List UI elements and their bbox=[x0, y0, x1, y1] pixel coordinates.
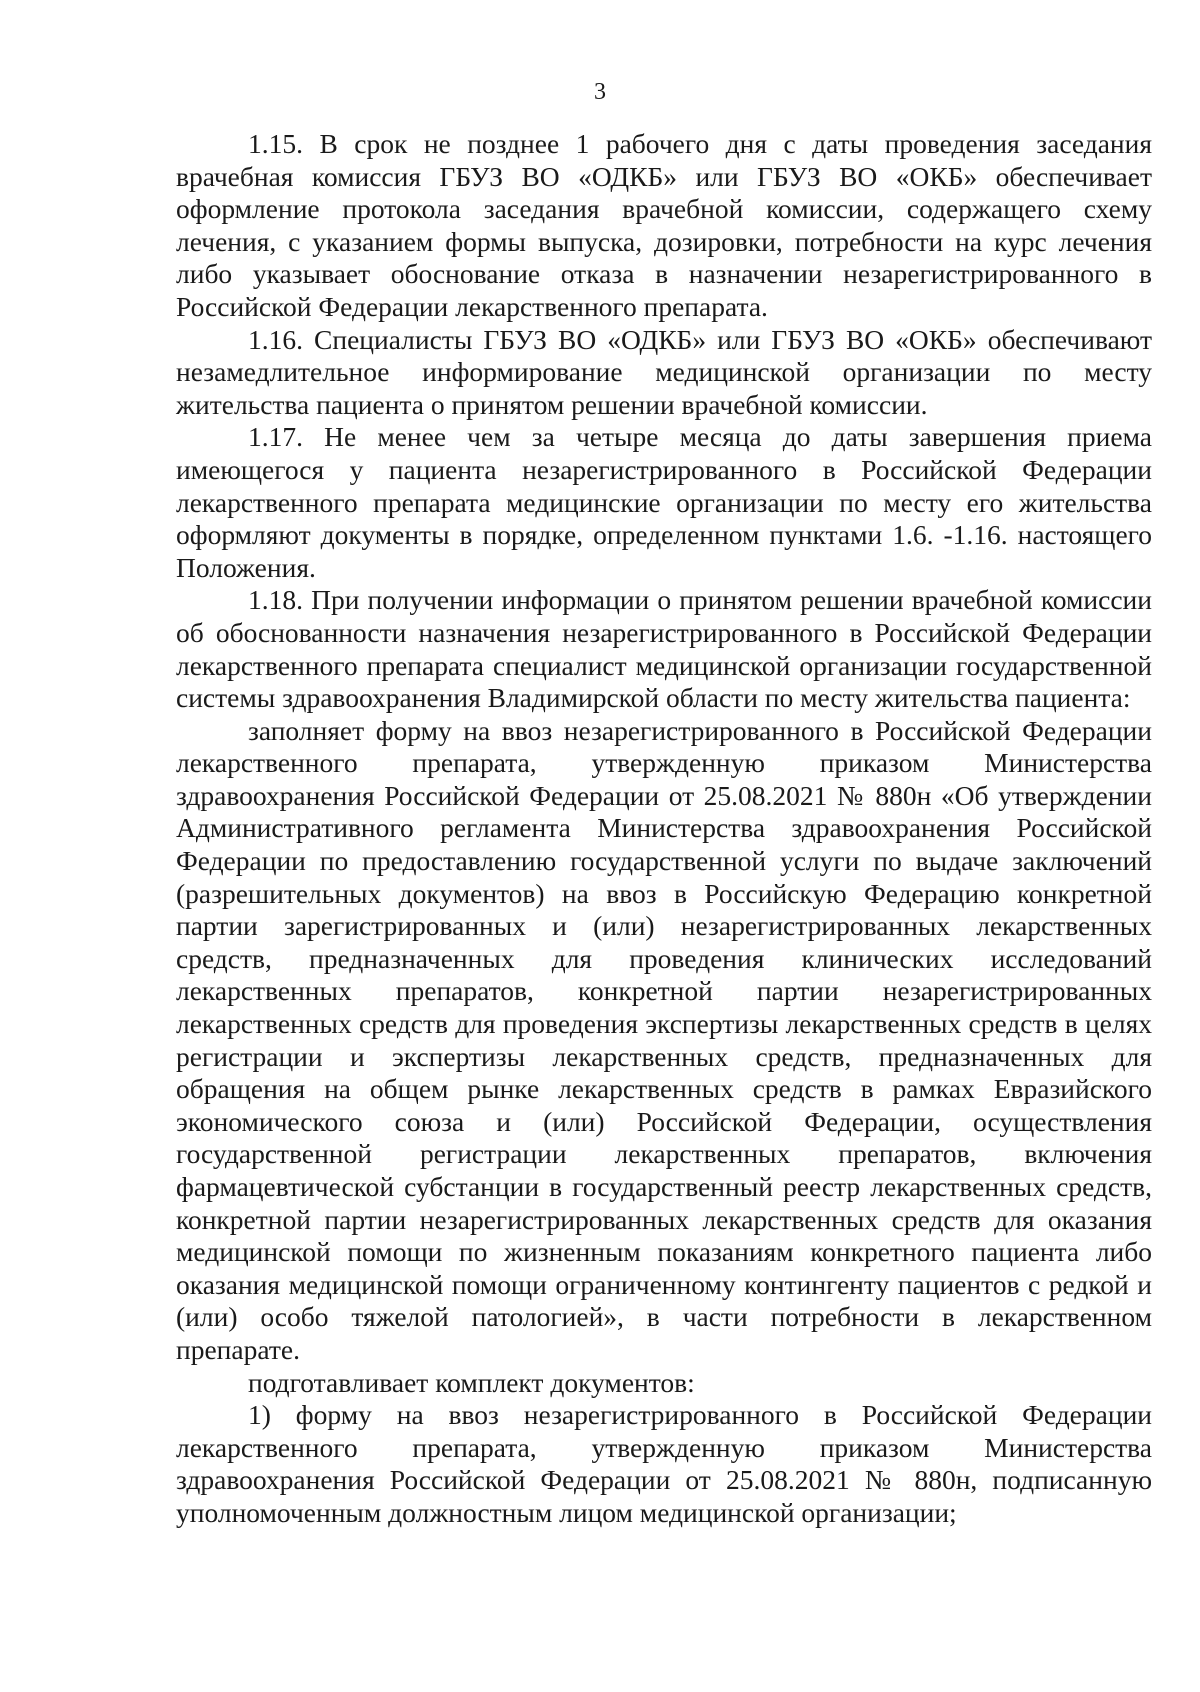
paragraph-1-17: 1.17. Не менее чем за четыре месяца до даты завершения приема имеющегося у пациента незарегистрированного в Российской Федерации лекарственного препарата медицинские организации по месту его жительства оформляют документы в порядке, определенном пунктами 1.6. -1.16. настоящего Положения. bbox=[176, 421, 1152, 583]
paragraph-1-16: 1.16. Специалисты ГБУЗ ВО «ОДКБ» или ГБУЗ ВО «ОКБ» обеспечивают незамедлительное информирование медицинской организации по месту жительства пациента о принятом решении врачебной комиссии. bbox=[176, 323, 1152, 420]
page-number: 3 bbox=[594, 79, 606, 105]
paragraph-prepares-documents: подготавливает комплект документов: bbox=[248, 1366, 695, 1398]
paragraph-1-15: 1.15. В срок не позднее 1 рабочего дня с даты проведения заседания врачебная комиссия ГБУЗ ВО «ОДКБ» или ГБУЗ ВО «ОКБ» обеспечивает оформление протокола заседания врачебной комиссии, содержащего схему лечения, с указанием формы выпуска, дозировки, потребности на курс лечения либо указывает обоснование отказа в назначении незарегистрированного в Российской Федерации лекарственного препарата. bbox=[176, 128, 1152, 322]
list-item-1: 1) форму на ввоз незарегистрированного в Российской Федерации лекарственного препарата, утвержденную приказом Министерства здравоохранения Российской Федерации от 25.08.2021 № 880н, подписанную уполномоченным должностным лицом медицинской организации; bbox=[176, 1399, 1152, 1528]
paragraph-1-18: 1.18. При получении информации о принятом решении врачебной комиссии об обоснованности назначения незарегистрированного в Российской Федерации лекарственного препарата специалист медицинской организации государственной системы здравоохранения Владимирской области по месту жительства пациента: bbox=[176, 584, 1152, 714]
paragraph-fills-form: заполняет форму на ввоз незарегистрированного в Российской Федерации лекарственного препарата, утвержденную приказом Министерства здравоохранения Российской Федерации от 25.08.2021 № 880н «Об утверждении Административного регламента Министерства здравоохранения Российской Федерации по предоставлению государственной услуги по выдаче заключений (разрешительных документов) на ввоз в Российскую Федерацию конкретной партии зарегистрированных и (или) незарегистрированных лекарственных средств, предназначенных для проведения клинических исследований лекарственных препаратов, конкретной партии незарегистрированных лекарственных средств для проведения экспертизы лекарственных средств в целях регистрации и экспертизы лекарственных средств, предназначенных для обращения на общем рынке лекарственных средств в рамках Евразийского экономического союза и (или) Российской Федерации, осуществления государственной регистрации лекарственных препаратов, включения фармацевтической субстанции в государственный реестр лекарственных средств, конкретной партии незарегистрированных лекарственных средств для оказания медицинской помощи по жизненным показаниям конкретного пациента либо оказания медицинской помощи ограниченному контингенту пациентов с редкой и (или) особо тяжелой патологией», в части потребности в лекарственном препарате. bbox=[176, 714, 1152, 1365]
document-body bbox=[176, 128, 1152, 1530]
